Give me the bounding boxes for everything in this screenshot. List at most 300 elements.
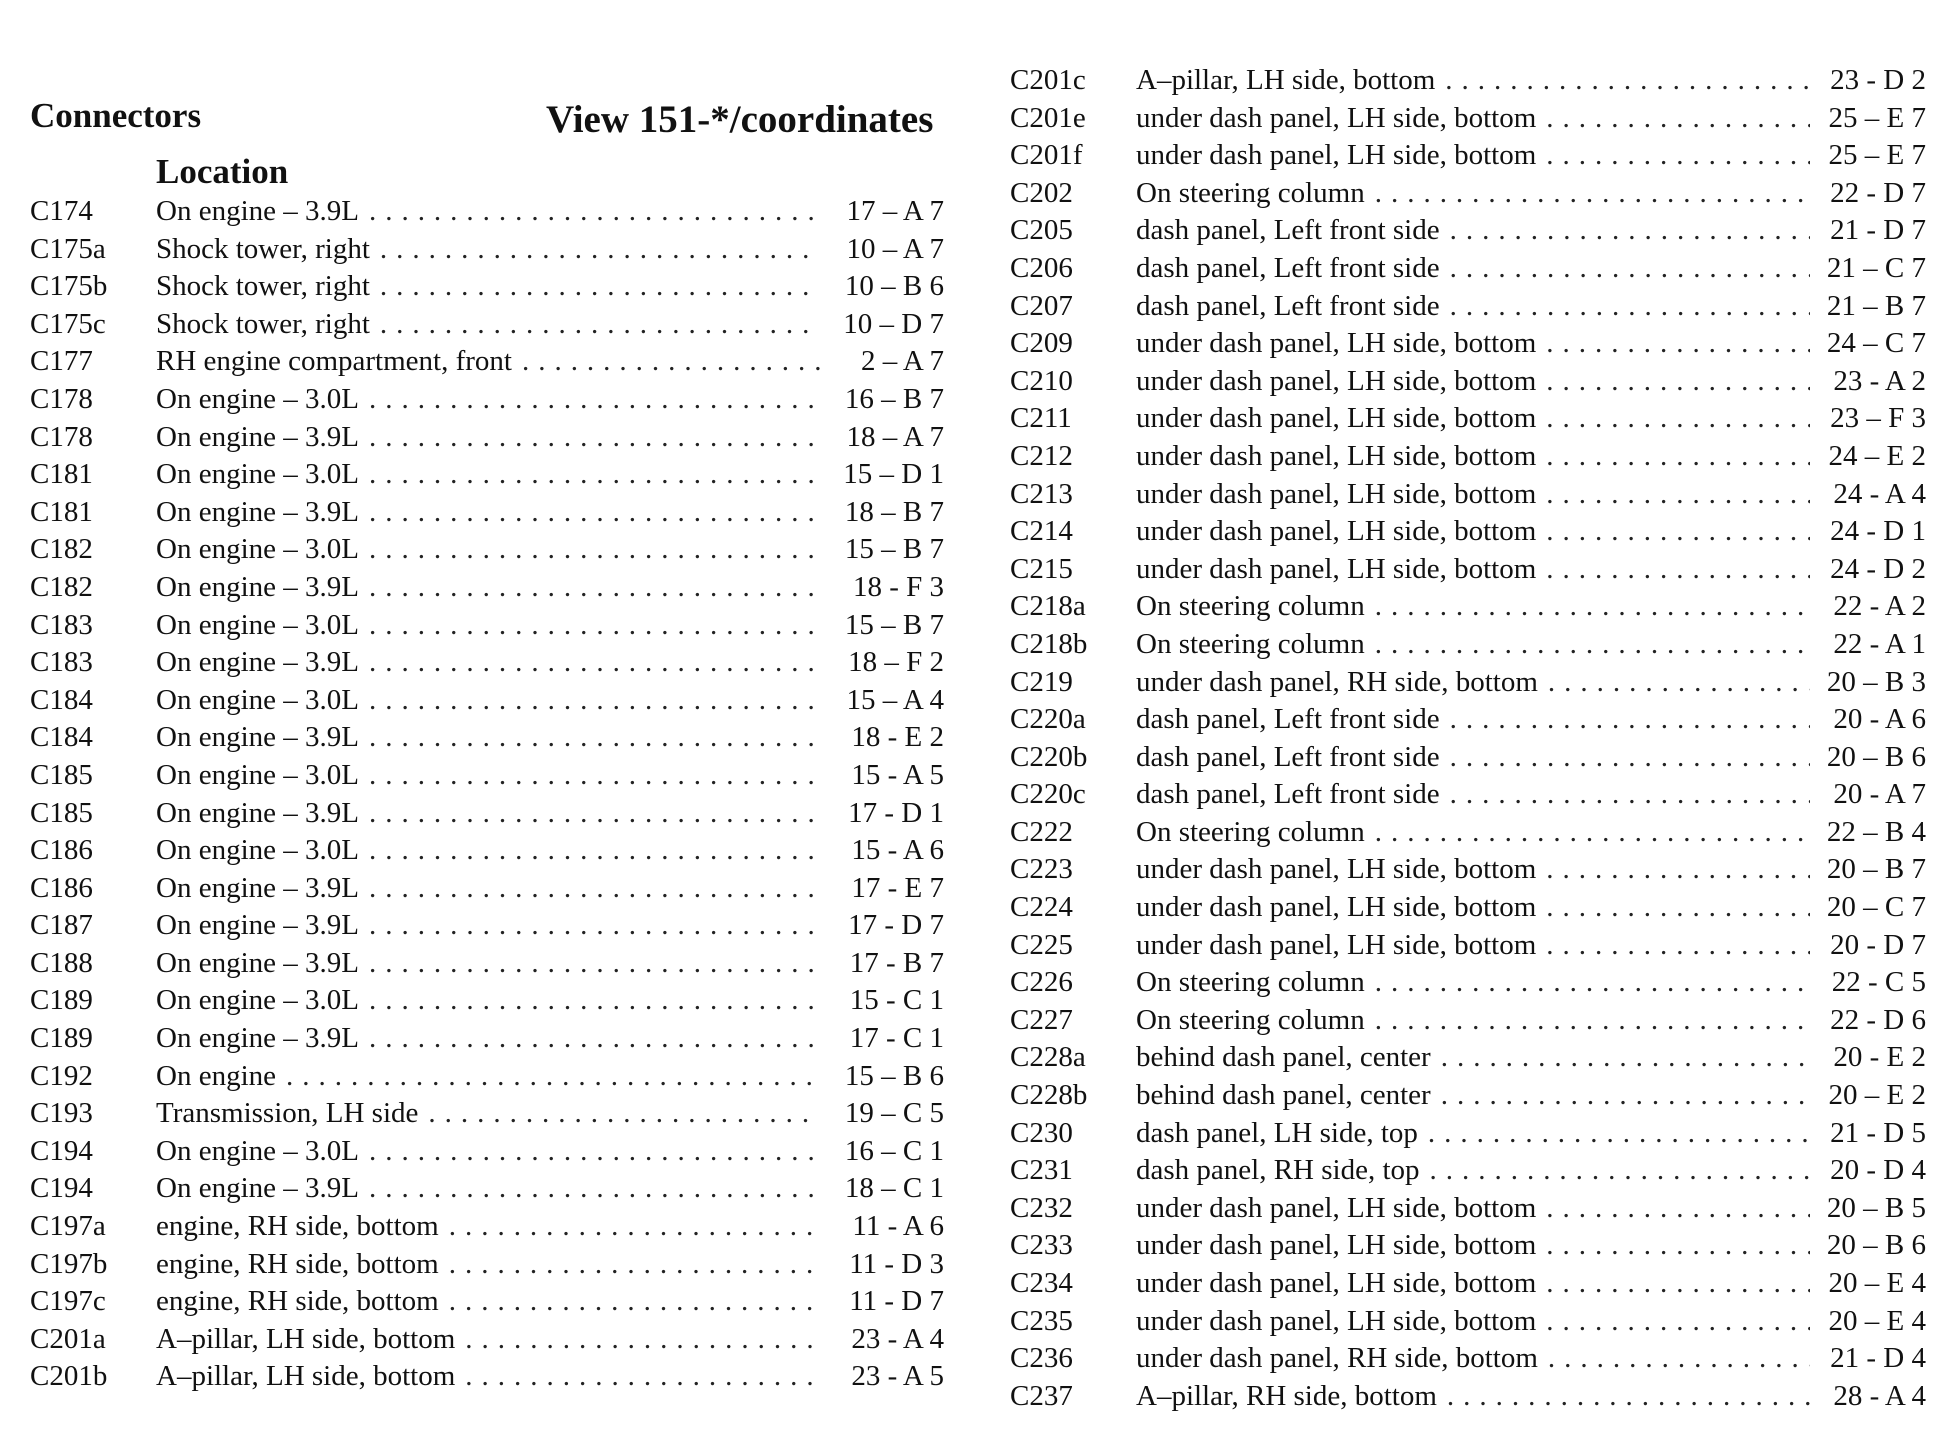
connector-coordinate: 17 - C 1 — [849, 1022, 944, 1055]
connector-coordinate: 17 - E 7 — [851, 871, 944, 904]
connector-coordinate: 17 – A 7 — [846, 195, 944, 227]
dot-leader — [1546, 1190, 1810, 1228]
connector-coordinate: 20 - D 7 — [1830, 928, 1926, 961]
connector-row — [30, 982, 944, 1020]
connector-code: C201b — [30, 1360, 108, 1393]
dot-leader — [369, 607, 820, 645]
location-heading: Location — [156, 152, 289, 191]
connector-coordinate: 20 – B 5 — [1826, 1191, 1926, 1224]
connector-location: A–pillar, LH side, bottom — [156, 1322, 456, 1355]
connector-code: C224 — [1010, 891, 1073, 924]
connector-code: C192 — [30, 1059, 93, 1092]
connector-row — [1010, 1378, 1926, 1416]
connector-row — [30, 456, 944, 494]
dot-leader — [369, 907, 820, 945]
connector-code: C183 — [30, 646, 93, 679]
connector-location: On engine – 3.0L — [156, 608, 359, 641]
connector-location: On engine – 3.9L — [156, 946, 359, 979]
connector-code: C189 — [30, 1022, 93, 1055]
connector-code: C213 — [1010, 477, 1073, 510]
connector-location: On engine – 3.9L — [156, 871, 359, 904]
connector-code: C178 — [30, 382, 93, 415]
connector-coordinate: 11 - A 6 — [852, 1210, 944, 1243]
connector-location: On engine – 3.9L — [156, 796, 359, 829]
connector-coordinate: 15 - C 1 — [849, 984, 944, 1017]
connector-row — [1010, 1002, 1926, 1040]
connector-row — [1010, 1340, 1926, 1378]
connector-coordinate: 23 - A 4 — [851, 1322, 944, 1355]
dot-leader — [1546, 551, 1810, 589]
connector-row — [1010, 1265, 1926, 1303]
connector-row — [1010, 814, 1926, 852]
connector-row — [1010, 851, 1926, 889]
dot-leader — [369, 870, 820, 908]
connector-coordinate: 11 - D 3 — [849, 1247, 944, 1280]
connector-code: C228b — [1010, 1079, 1088, 1112]
connector-location: under dash panel, LH side, bottom — [1136, 402, 1537, 435]
connector-code: C184 — [30, 721, 93, 754]
connector-code: C177 — [30, 345, 93, 378]
connector-code: C219 — [1010, 665, 1073, 698]
connector-coordinate: 18 – A 7 — [846, 420, 944, 453]
connector-code: C186 — [30, 834, 93, 867]
dot-leader — [522, 343, 820, 381]
connector-code: C222 — [1010, 815, 1073, 848]
connector-row — [30, 381, 944, 419]
dot-leader — [1450, 739, 1810, 777]
dot-leader — [369, 381, 820, 419]
connector-location: On steering column — [1136, 815, 1365, 848]
connector-row — [30, 1246, 944, 1284]
connector-row — [30, 419, 944, 457]
connector-code: C183 — [30, 608, 93, 641]
connector-row — [1010, 927, 1926, 965]
connector-row — [1010, 664, 1926, 702]
connector-row — [30, 1283, 944, 1321]
connector-location: On engine – 3.0L — [156, 382, 359, 415]
connector-coordinate: 10 – A 7 — [846, 232, 944, 265]
connector-location: On engine – 3.0L — [156, 834, 359, 867]
connector-location: On engine – 3.9L — [156, 1022, 359, 1055]
connector-location: On engine – 3.0L — [156, 984, 359, 1017]
dot-leader — [369, 193, 820, 231]
connector-location: On engine – 3.9L — [156, 495, 359, 528]
connector-code: C215 — [1010, 552, 1073, 585]
dot-leader — [1546, 476, 1810, 514]
dot-leader — [1375, 1002, 1810, 1040]
connector-coordinate: 15 – D 1 — [843, 458, 944, 491]
connector-location: engine, RH side, bottom — [156, 1285, 439, 1318]
connector-location: under dash panel, LH side, bottom — [1136, 477, 1537, 510]
connector-coordinate: 11 - D 7 — [849, 1285, 944, 1318]
connector-location: under dash panel, LH side, bottom — [1136, 853, 1537, 886]
connector-location: On engine – 3.0L — [156, 458, 359, 491]
connector-row — [1010, 175, 1926, 213]
connector-row — [1010, 889, 1926, 927]
connector-coordinate: 20 - A 7 — [1833, 778, 1926, 811]
connector-location: On engine – 3.9L — [156, 195, 359, 227]
dot-leader — [1441, 1039, 1810, 1077]
connector-row — [1010, 701, 1926, 739]
connector-code: C201c — [1010, 64, 1086, 96]
connector-row — [1010, 325, 1926, 363]
connector-location: under dash panel, LH side, bottom — [1136, 439, 1537, 472]
dot-leader — [369, 982, 820, 1020]
dot-leader — [369, 1020, 820, 1058]
connector-location: On engine – 3.9L — [156, 721, 359, 754]
dot-leader — [1430, 1152, 1810, 1190]
connector-location: On engine – 3.0L — [156, 533, 359, 566]
connector-location: RH engine compartment, front — [156, 345, 512, 378]
dot-leader — [1546, 137, 1810, 175]
connector-code: C206 — [1010, 251, 1073, 284]
connector-location: A–pillar, RH side, bottom — [1136, 1379, 1437, 1412]
connector-code: C220c — [1010, 778, 1086, 811]
dot-leader — [1546, 927, 1810, 965]
dot-leader — [369, 456, 820, 494]
connector-coordinate: 10 – B 6 — [844, 270, 944, 303]
connector-row — [30, 231, 944, 269]
connector-code: C233 — [1010, 1229, 1073, 1262]
connector-code: C197a — [30, 1210, 106, 1243]
connector-location: Shock tower, right — [156, 307, 370, 340]
connector-location: behind dash panel, center — [1136, 1041, 1431, 1074]
dot-leader — [1546, 1265, 1810, 1303]
connector-coordinate: 25 – E 7 — [1828, 101, 1926, 134]
connector-code: C194 — [30, 1134, 93, 1167]
connector-row — [30, 832, 944, 870]
dot-leader — [369, 1170, 820, 1208]
connector-coordinate: 25 – E 7 — [1828, 139, 1926, 172]
connector-code: C181 — [30, 495, 93, 528]
connector-location: Transmission, LH side — [156, 1097, 419, 1130]
dot-leader — [1450, 212, 1810, 250]
dot-leader — [369, 682, 820, 720]
connector-code: C235 — [1010, 1304, 1073, 1337]
connector-coordinate: 17 - D 7 — [848, 909, 944, 942]
dot-leader — [1546, 325, 1810, 363]
connector-code: C185 — [30, 758, 93, 791]
connector-row — [30, 268, 944, 306]
connector-row — [1010, 250, 1926, 288]
connector-code: C175b — [30, 270, 108, 303]
dot-leader — [465, 1321, 820, 1359]
connector-location: dash panel, Left front side — [1136, 703, 1440, 736]
connector-coordinate: 22 - D 6 — [1830, 1003, 1926, 1036]
connector-code: C225 — [1010, 928, 1073, 961]
connector-location: A–pillar, LH side, bottom — [1136, 64, 1436, 96]
connector-code: C234 — [1010, 1267, 1073, 1299]
dot-leader — [286, 1058, 820, 1096]
connector-location: On engine – 3.0L — [156, 758, 359, 791]
connector-location: dash panel, Left front side — [1136, 214, 1440, 247]
dot-leader — [449, 1246, 820, 1284]
connector-location: dash panel, Left front side — [1136, 251, 1440, 284]
connector-coordinate: 15 - A 6 — [851, 834, 944, 867]
connector-code: C197b — [30, 1247, 108, 1280]
dot-leader — [369, 1133, 820, 1171]
dot-leader — [428, 1095, 820, 1133]
dot-leader — [1375, 588, 1810, 626]
connector-row — [30, 343, 944, 381]
connector-row — [1010, 1190, 1926, 1228]
connector-row — [30, 870, 944, 908]
connector-coordinate: 20 – B 3 — [1826, 665, 1926, 698]
connector-row — [30, 644, 944, 682]
connector-code: C181 — [30, 458, 93, 491]
connector-location: On engine – 3.0L — [156, 1134, 359, 1167]
connector-code: C205 — [1010, 214, 1073, 247]
connector-coordinate: 16 – B 7 — [844, 382, 944, 415]
connector-code: C201e — [1010, 101, 1086, 134]
connector-code: C230 — [1010, 1116, 1073, 1149]
dot-leader — [1428, 1115, 1810, 1153]
connector-row — [30, 1321, 944, 1359]
connector-row — [30, 1170, 944, 1208]
dot-leader — [1375, 626, 1810, 664]
connector-coordinate: 22 - D 7 — [1830, 176, 1926, 209]
dot-leader — [1546, 363, 1810, 401]
connector-coordinate: 10 – D 7 — [843, 307, 944, 340]
connector-row — [30, 682, 944, 720]
connector-location: On steering column — [1136, 176, 1365, 209]
connector-coordinate: 18 – F 2 — [848, 646, 944, 679]
connector-location: dash panel, LH side, top — [1136, 1116, 1418, 1149]
connector-location: under dash panel, LH side, bottom — [1136, 515, 1537, 548]
dot-leader — [369, 945, 820, 983]
connector-coordinate: 24 - D 1 — [1830, 515, 1926, 548]
dot-leader — [380, 268, 820, 306]
connector-coordinate: 22 - C 5 — [1831, 966, 1926, 999]
connector-location: under dash panel, LH side, bottom — [1136, 891, 1537, 924]
connector-coordinate: 2 – A 7 — [861, 345, 944, 378]
connector-coordinate: 20 – E 4 — [1828, 1304, 1926, 1337]
connector-code: C197c — [30, 1285, 106, 1318]
dot-leader — [1548, 1340, 1810, 1378]
connector-row — [1010, 739, 1926, 777]
connector-row — [30, 569, 944, 607]
connector-row — [30, 945, 944, 983]
connector-location: On steering column — [1136, 590, 1365, 623]
connector-coordinate: 18 - F 3 — [852, 570, 944, 603]
connector-location: On steering column — [1136, 627, 1365, 660]
connector-coordinate: 23 - A 5 — [851, 1360, 944, 1393]
connector-row — [1010, 1303, 1926, 1341]
connector-location: On steering column — [1136, 966, 1365, 999]
connector-coordinate: 22 – B 4 — [1826, 815, 1926, 848]
connector-coordinate: 20 – E 2 — [1828, 1079, 1926, 1112]
connector-coordinate: 24 - A 4 — [1833, 477, 1926, 510]
connector-coordinate: 21 – B 7 — [1826, 289, 1926, 322]
dot-leader — [380, 306, 820, 344]
dot-leader — [1447, 1378, 1810, 1416]
connector-coordinate: 21 – C 7 — [1826, 251, 1926, 284]
dot-leader — [1450, 776, 1810, 814]
connector-coordinate: 17 - D 1 — [848, 796, 944, 829]
connector-code: C226 — [1010, 966, 1073, 999]
connector-row — [30, 1208, 944, 1246]
connector-location: On engine – 3.9L — [156, 646, 359, 679]
connector-code: C207 — [1010, 289, 1073, 322]
connector-row — [1010, 513, 1926, 551]
connector-row — [30, 795, 944, 833]
connector-row — [30, 1133, 944, 1171]
connector-code: C174 — [30, 195, 93, 227]
right-connector-list — [1010, 62, 1926, 1415]
connector-coordinate: 15 – B 7 — [844, 533, 944, 566]
connector-location: under dash panel, LH side, bottom — [1136, 1229, 1537, 1262]
connector-row — [30, 1020, 944, 1058]
connector-location: under dash panel, LH side, bottom — [1136, 928, 1537, 961]
connector-row — [1010, 100, 1926, 138]
dot-leader — [1441, 1077, 1810, 1115]
connector-location: under dash panel, LH side, bottom — [1136, 364, 1537, 397]
connector-location: under dash panel, LH side, bottom — [1136, 1191, 1537, 1224]
connector-row — [30, 1058, 944, 1096]
connector-row — [30, 607, 944, 645]
connector-location: under dash panel, LH side, bottom — [1136, 139, 1537, 172]
connector-code: C237 — [1010, 1379, 1073, 1412]
connector-location: On steering column — [1136, 1003, 1365, 1036]
connector-row — [1010, 1077, 1926, 1115]
connector-code: C201a — [30, 1322, 106, 1355]
connector-coordinate: 18 – C 1 — [844, 1172, 944, 1205]
dot-leader — [369, 531, 820, 569]
connector-location: under dash panel, RH side, bottom — [1136, 1342, 1538, 1375]
connector-code: C211 — [1010, 402, 1072, 435]
connector-code: C223 — [1010, 853, 1073, 886]
connector-code: C193 — [30, 1097, 93, 1130]
dot-leader — [449, 1283, 820, 1321]
connector-code: C187 — [30, 909, 93, 942]
dot-leader — [369, 494, 820, 532]
view-coordinates-heading: View 151-*/coordinates — [546, 98, 934, 141]
connector-coordinate: 17 - B 7 — [849, 946, 944, 979]
dot-leader — [1450, 701, 1810, 739]
dot-leader — [369, 419, 820, 457]
connector-row — [1010, 288, 1926, 326]
dot-leader — [369, 569, 820, 607]
connector-coordinate: 15 - A 5 — [851, 758, 944, 791]
connector-coordinate: 23 - A 2 — [1833, 364, 1926, 397]
connector-row — [30, 1095, 944, 1133]
connector-location: under dash panel, LH side, bottom — [1136, 1304, 1537, 1337]
connector-location: dash panel, Left front side — [1136, 740, 1440, 773]
connector-code: C184 — [30, 683, 93, 716]
connector-row — [30, 719, 944, 757]
connector-coordinate: 20 - D 4 — [1830, 1154, 1926, 1187]
connector-row — [30, 1358, 944, 1396]
connector-location: dash panel, Left front side — [1136, 778, 1440, 811]
connector-coordinate: 15 – B 7 — [844, 608, 944, 641]
dot-leader — [465, 1358, 820, 1396]
dot-leader — [1546, 400, 1810, 438]
connector-location: A–pillar, LH side, bottom — [156, 1360, 456, 1393]
connector-code: C210 — [1010, 364, 1073, 397]
connector-location: Shock tower, right — [156, 232, 370, 265]
connector-code: C232 — [1010, 1191, 1073, 1224]
connector-row — [1010, 551, 1926, 589]
connector-row — [30, 531, 944, 569]
connector-location: behind dash panel, center — [1136, 1079, 1431, 1112]
connector-code: C212 — [1010, 439, 1073, 472]
connector-code: C194 — [30, 1172, 93, 1205]
connector-location: engine, RH side, bottom — [156, 1210, 439, 1243]
dot-leader — [369, 795, 820, 833]
dot-leader — [1546, 100, 1810, 138]
connector-coordinate: 23 – F 3 — [1830, 402, 1926, 435]
connector-coordinate: 20 – E 4 — [1828, 1267, 1926, 1299]
connector-row — [1010, 964, 1926, 1002]
connector-row — [1010, 363, 1926, 401]
connector-location: On engine – 3.9L — [156, 420, 359, 453]
connector-coordinate: 16 – C 1 — [844, 1134, 944, 1167]
connector-code: C186 — [30, 871, 93, 904]
connector-code: C189 — [30, 984, 93, 1017]
connector-row — [1010, 1152, 1926, 1190]
connectors-heading: Connectors — [30, 96, 202, 135]
connector-coordinate: 23 - D 2 — [1830, 64, 1926, 96]
connector-coordinate: 19 – C 5 — [844, 1097, 944, 1130]
connector-coordinate: 24 – E 2 — [1828, 439, 1926, 472]
dot-leader — [1375, 964, 1810, 1002]
connector-coordinate: 18 - E 2 — [851, 721, 944, 754]
connector-code: C220a — [1010, 703, 1086, 736]
dot-leader — [1546, 438, 1810, 476]
connector-code: C236 — [1010, 1342, 1073, 1375]
connector-coordinate: 20 – B 7 — [1826, 853, 1926, 886]
connector-location: Shock tower, right — [156, 270, 370, 303]
connector-row — [30, 193, 944, 231]
connector-location: under dash panel, LH side, bottom — [1136, 1267, 1537, 1299]
connector-coordinate: 28 - A 4 — [1833, 1379, 1926, 1412]
connector-row — [1010, 212, 1926, 250]
connector-row — [30, 907, 944, 945]
dot-leader — [1375, 814, 1810, 852]
connector-coordinate: 15 – B 6 — [844, 1059, 944, 1092]
connector-location: dash panel, RH side, top — [1136, 1154, 1420, 1187]
connector-location: engine, RH side, bottom — [156, 1247, 439, 1280]
connector-coordinate: 20 – B 6 — [1826, 740, 1926, 773]
connector-row — [1010, 626, 1926, 664]
connector-row — [1010, 1115, 1926, 1153]
connector-coordinate: 21 - D 5 — [1830, 1116, 1926, 1149]
dot-leader — [1546, 851, 1810, 889]
connector-row — [30, 494, 944, 532]
dot-leader — [1445, 62, 1810, 100]
connector-row — [1010, 776, 1926, 814]
connector-coordinate: 18 – B 7 — [844, 495, 944, 528]
dot-leader — [449, 1208, 820, 1246]
connector-code: C201f — [1010, 139, 1083, 172]
connector-code: C202 — [1010, 176, 1073, 209]
connector-code: C227 — [1010, 1003, 1073, 1036]
connector-code: C218b — [1010, 627, 1088, 660]
connector-location: On engine – 3.9L — [156, 909, 359, 942]
connector-coordinate: 20 – B 6 — [1826, 1229, 1926, 1262]
dot-leader — [369, 757, 820, 795]
connector-coordinate: 20 - A 6 — [1833, 703, 1926, 736]
connector-row — [1010, 588, 1926, 626]
connector-row — [1010, 1039, 1926, 1077]
connector-code: C175a — [30, 232, 106, 265]
connector-code: C178 — [30, 420, 93, 453]
connector-code: C175c — [30, 307, 106, 340]
connector-location: On engine – 3.0L — [156, 683, 359, 716]
dot-leader — [1546, 1303, 1810, 1341]
connector-code: C218a — [1010, 590, 1086, 623]
connector-coordinate: 15 – A 4 — [846, 683, 944, 716]
